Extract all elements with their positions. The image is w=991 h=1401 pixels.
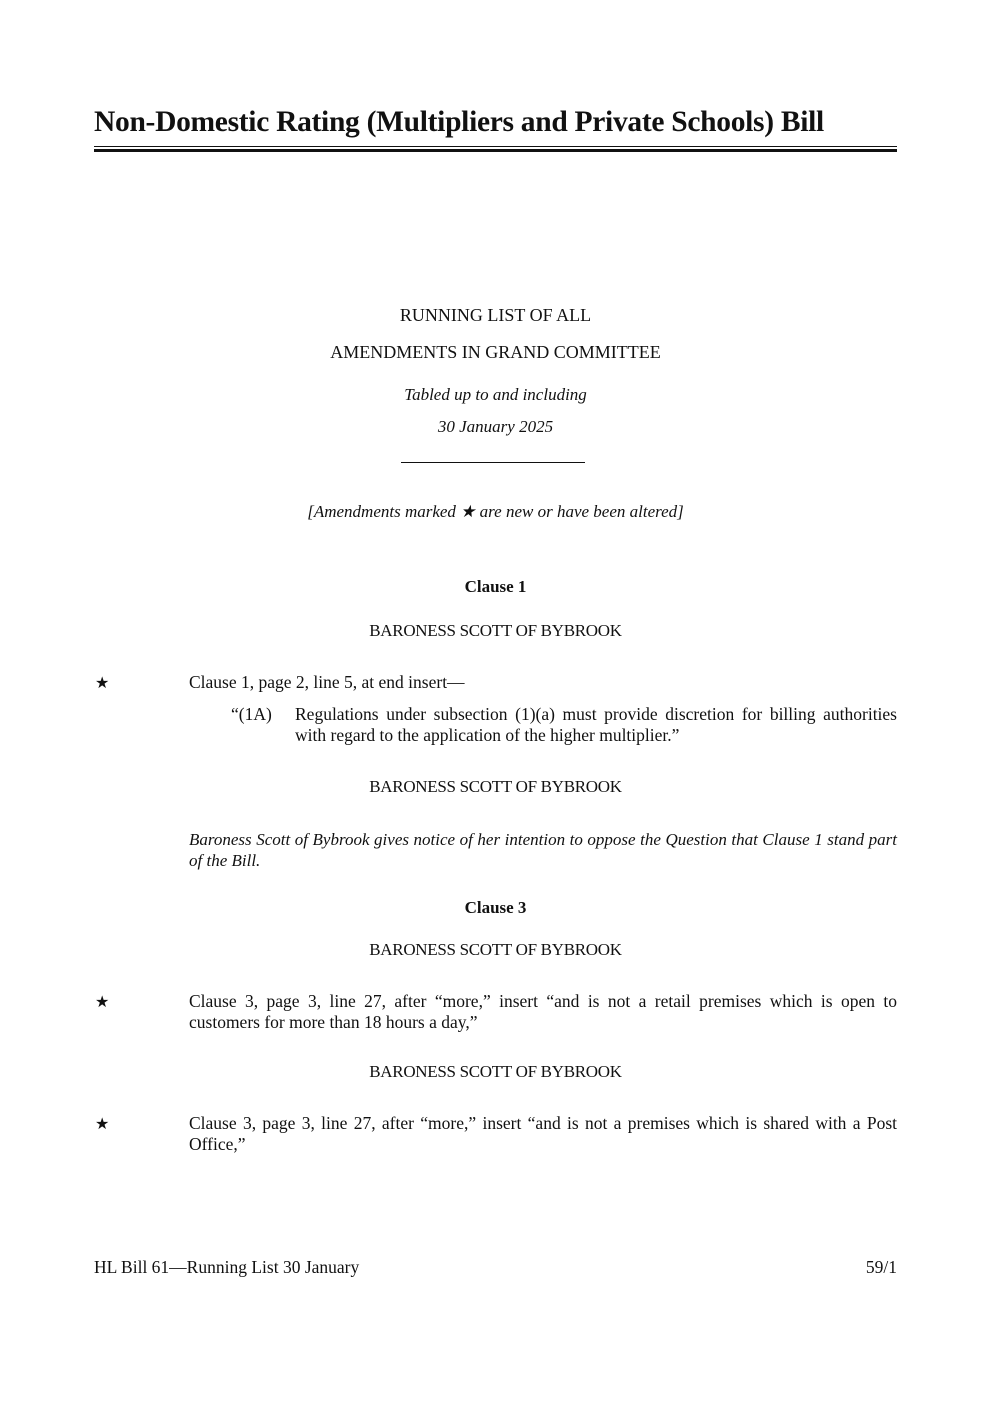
new-amendment-star-icon: ★ — [95, 1116, 110, 1133]
footer-bill-reference: HL Bill 61—Running List 30 January — [94, 1257, 360, 1277]
sponsor-name: BARONESS SCOTT OF BYBROOK — [369, 1062, 622, 1081]
insertion-number: “(1A) — [231, 704, 272, 724]
sponsor-name: BARONESS SCOTT OF BYBROOK — [369, 940, 622, 959]
tabled-line-1: Tabled up to and including — [404, 385, 587, 404]
footer-page-number: 59/1 — [865, 1257, 897, 1277]
amendment-text: Clause 3, page 3, line 27, after “more,” insert “and is not a premises which is shared with a Post Office,” — [189, 1113, 897, 1154]
sponsor-name: BARONESS SCOTT OF BYBROOK — [369, 777, 622, 796]
title-rule-thick — [94, 149, 897, 152]
clause-heading: Clause 3 — [464, 898, 527, 917]
new-amendment-star-icon: ★ — [95, 675, 110, 692]
bill-title: Non-Domestic Rating (Multipliers and Private Schools) Bill — [94, 106, 824, 138]
amendment-text: Clause 3, page 3, line 27, after “more,” insert “and is not a retail premises which is open to customers for more than 18 hours a day,” — [189, 991, 897, 1032]
heading-line-1: RUNNING LIST OF ALL — [399, 305, 592, 325]
title-rule-thin — [94, 146, 897, 147]
clause-heading: Clause 1 — [464, 577, 527, 596]
sponsor-name: BARONESS SCOTT OF BYBROOK — [369, 621, 622, 640]
insertion-text: Regulations under subsection (1)(a) must provide discretion for billing authorities with regard to the application of the higher multiplier.” — [295, 704, 897, 745]
amendment-text: Clause 1, page 2, line 5, at end insert— — [189, 672, 465, 692]
section-divider — [401, 462, 585, 463]
tabled-date: 30 January 2025 — [437, 417, 554, 436]
new-amendment-star-icon: ★ — [95, 994, 110, 1011]
heading-line-2: AMENDMENTS IN GRAND COMMITTEE — [330, 342, 661, 362]
stand-part-notice: Baroness Scott of Bybrook gives notice of her intention to oppose the Question that Clause 1 stand part of the Bill. — [189, 830, 897, 870]
amendment-note: [Amendments marked ★ are new or have been altered] — [307, 502, 684, 521]
